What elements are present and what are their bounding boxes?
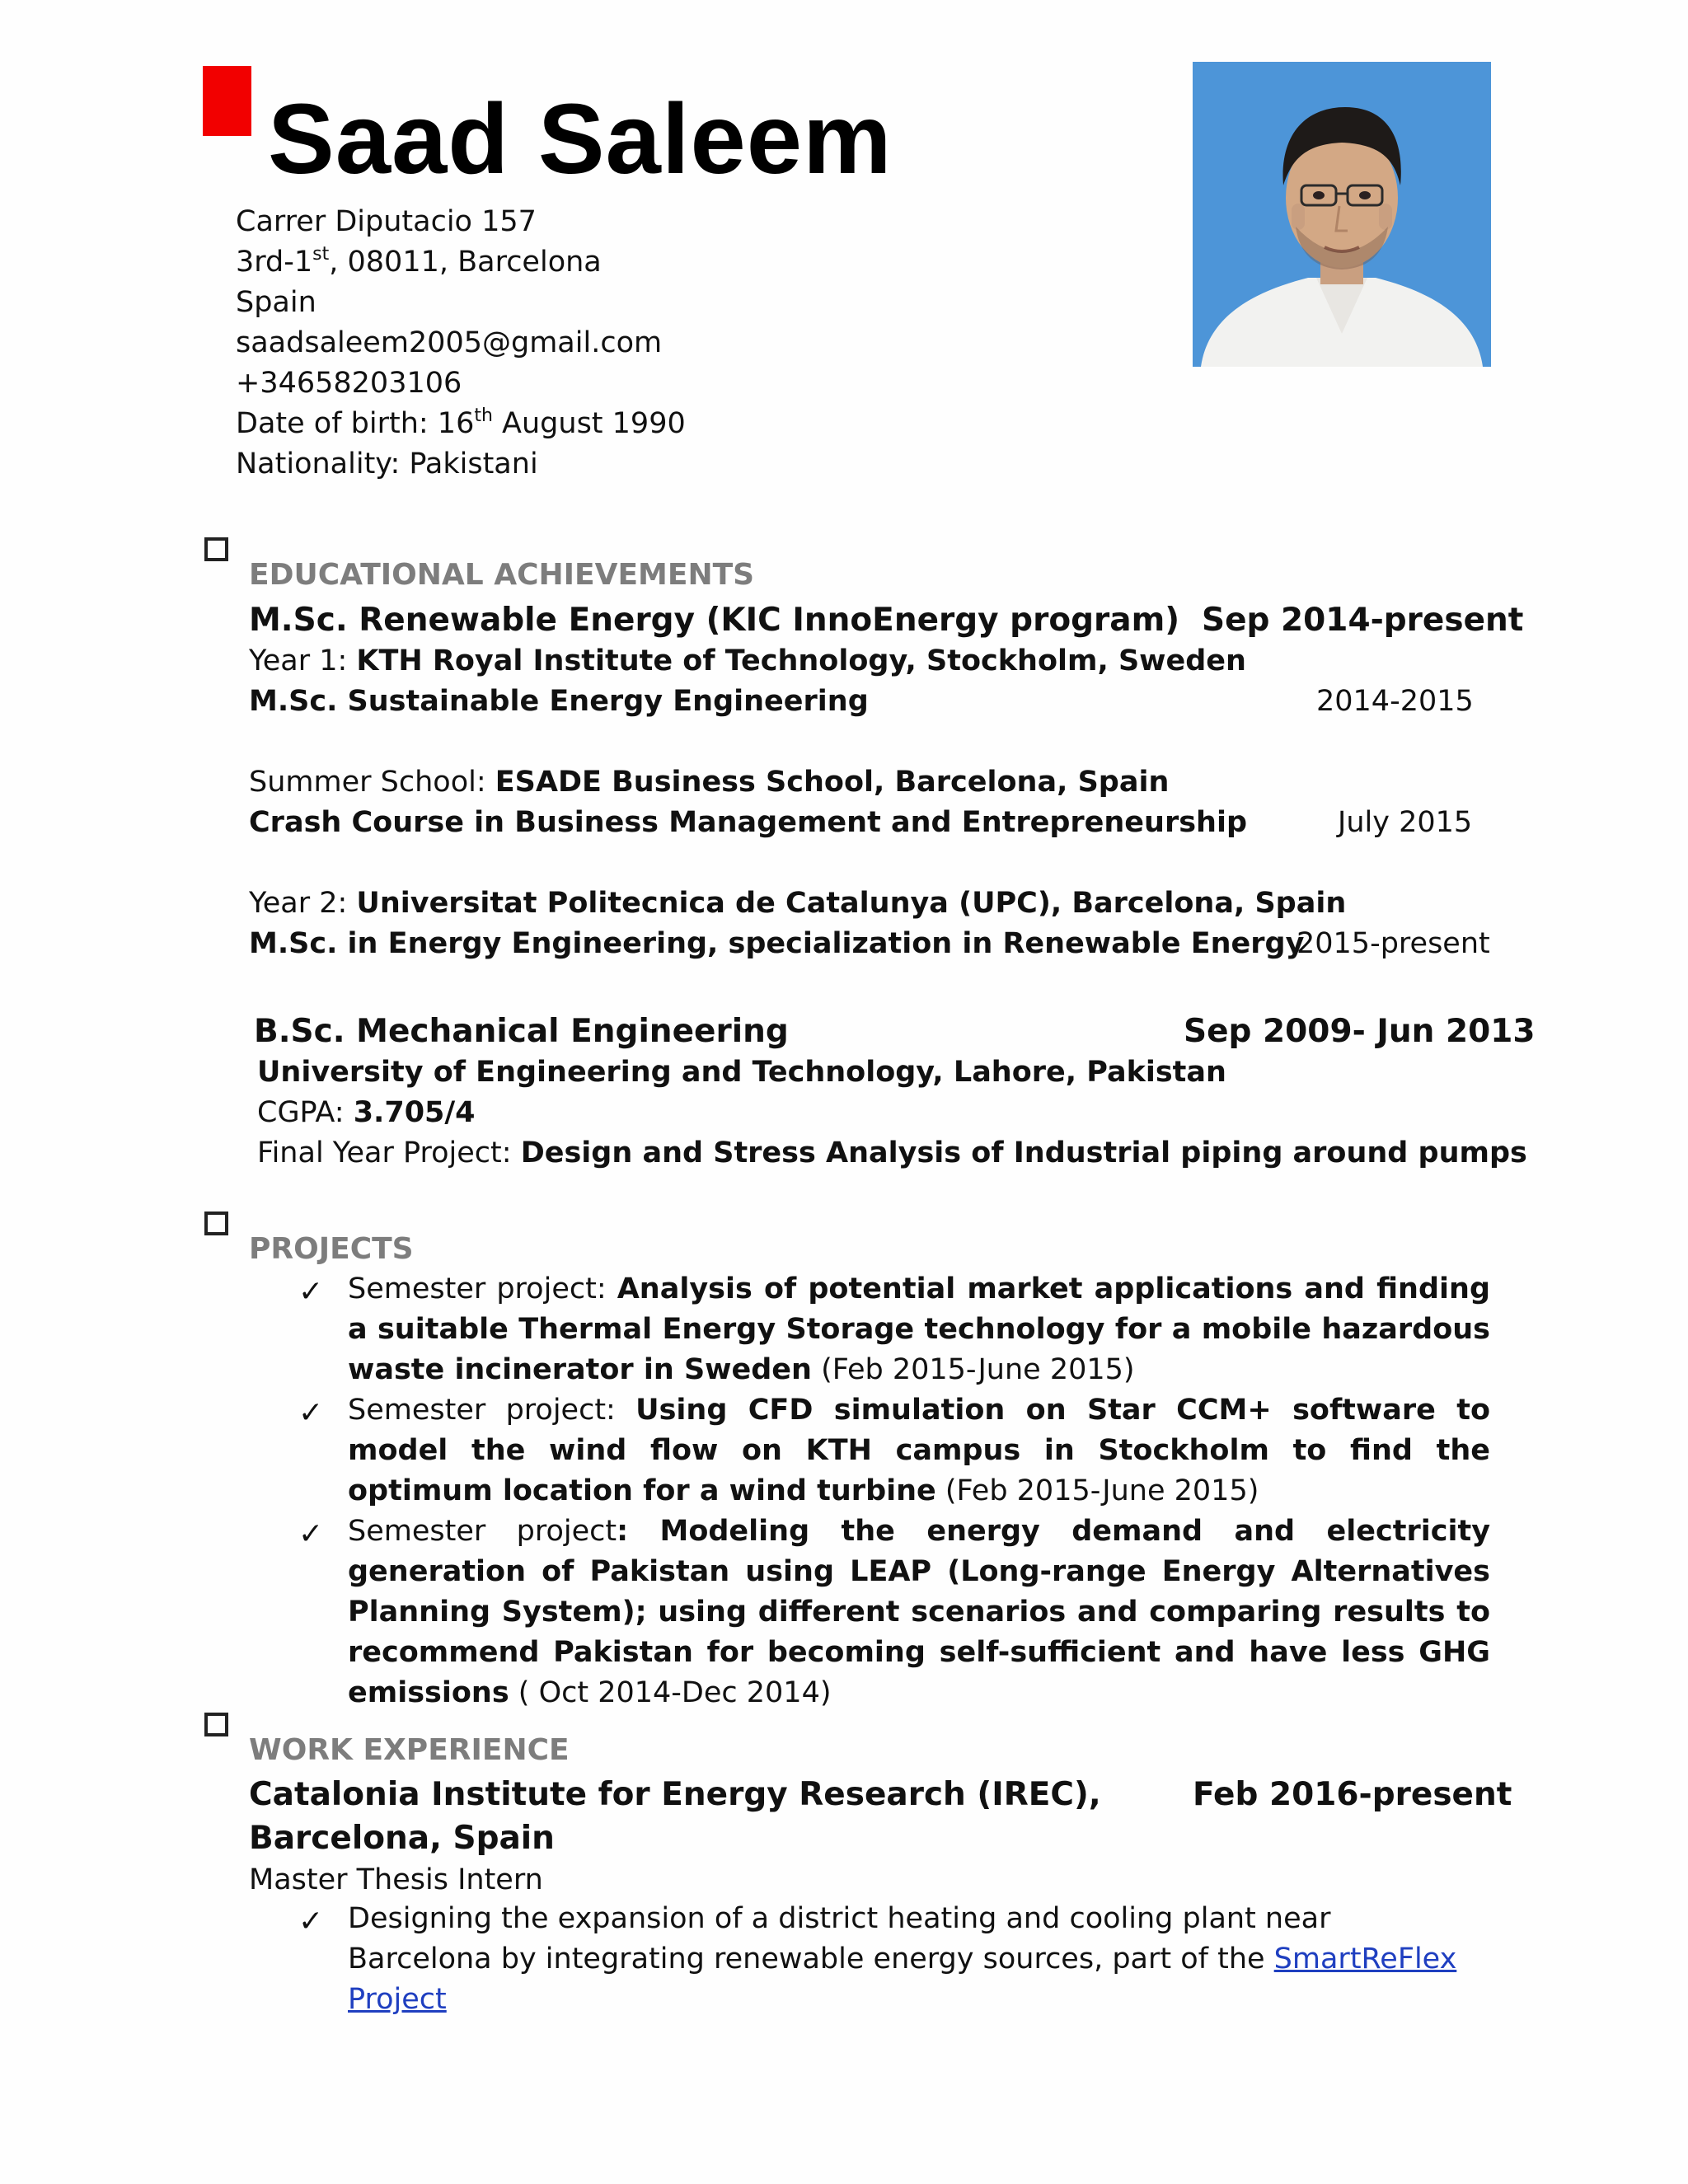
msc-title: M.Sc. Renewable Energy (KIC InnoEnergy program) bbox=[249, 602, 1180, 639]
email[interactable]: saadsaleem2005@gmail.com bbox=[236, 326, 663, 359]
section-checkbox-icon bbox=[204, 1713, 228, 1736]
work-date: Feb 2016-present bbox=[1193, 1776, 1512, 1813]
year2-line: Year 2: Universitat Politecnica de Catalunya (UPC), Barcelona, Spain bbox=[249, 887, 1347, 920]
project-item: Semester project: Modeling the energy demand and electricity generation of Pakistan using LEAP (Long-range Energy Alternatives Planning System); using different scenarios and comparing results to recommend Pakistan for becoming self-sufficient and have less GHG emissions ( Oct 2014-Dec 2014) bbox=[348, 1515, 1491, 1709]
address-line-1: Carrer Diputacio 157 bbox=[236, 205, 537, 238]
summer-date: July 2015 bbox=[1338, 806, 1473, 839]
year2-program: M.Sc. in Energy Engineering, specialization in Renewable Energy bbox=[249, 927, 1305, 960]
project-item: Semester project: Analysis of potential market applications and finding a suitable Thermal Energy Storage technology for a mobile hazardous waste incinerator in Sweden (Feb 2015-June 2015) bbox=[348, 1272, 1490, 1386]
year1-program: M.Sc. Sustainable Energy Engineering bbox=[249, 685, 869, 718]
cgpa: CGPA: 3.705/4 bbox=[257, 1096, 476, 1129]
employer-line-2: Barcelona, Spain bbox=[249, 1820, 555, 1857]
role: Master Thesis Intern bbox=[249, 1863, 543, 1896]
education-heading: EDUCATIONAL ACHIEVEMENTS bbox=[249, 558, 755, 592]
year1-line: Year 1: KTH Royal Institute of Technology, Stockholm, Sweden bbox=[249, 644, 1246, 677]
nationality: Nationality: Pakistani bbox=[236, 448, 538, 480]
date-of-birth: Date of birth: 16th August 1990 bbox=[236, 405, 686, 440]
bsc-school: University of Engineering and Technology, Lahore, Pakistan bbox=[257, 1056, 1226, 1089]
bsc-title: B.Sc. Mechanical Engineering bbox=[254, 1013, 789, 1050]
check-icon: ✓ bbox=[298, 1905, 324, 1938]
work-heading: WORK EXPERIENCE bbox=[249, 1733, 570, 1767]
final-year-project: Final Year Project: Design and Stress Analysis of Industrial piping around pumps bbox=[257, 1137, 1527, 1169]
project-item: Semester project: Using CFD simulation on Star CCM+ software to model the wind flow on KTH campus in Stockholm to find the optimum location for a wind turbine (Feb 2015-June 2015) bbox=[348, 1394, 1491, 1507]
check-icon: ✓ bbox=[298, 1275, 324, 1309]
check-icon: ✓ bbox=[298, 1517, 324, 1551]
candidate-name: Saad Saleem bbox=[268, 82, 893, 194]
bsc-date: Sep 2009- Jun 2013 bbox=[1184, 1013, 1536, 1050]
msc-date: Sep 2014-present bbox=[1202, 602, 1524, 639]
projects-heading: PROJECTS bbox=[249, 1232, 414, 1266]
profile-photo bbox=[1193, 62, 1491, 367]
phone[interactable]: +34658203106 bbox=[236, 367, 462, 400]
smartreflex-link[interactable]: SmartReFlex Project bbox=[348, 1943, 1457, 2016]
section-checkbox-icon bbox=[204, 537, 228, 561]
check-icon: ✓ bbox=[298, 1396, 324, 1430]
red-accent-bar bbox=[203, 66, 251, 136]
summer-program: Crash Course in Business Management and Entrepreneurship bbox=[249, 806, 1248, 839]
work-bullet: Designing the expansion of a district heating and cooling plant near Barcelona by integrating renewable energy sources, part of the SmartReFlex Project bbox=[348, 1902, 1457, 2016]
year2-date: 2015-present bbox=[1296, 927, 1490, 960]
summer-line: Summer School: ESADE Business School, Barcelona, Spain bbox=[249, 766, 1170, 799]
country: Spain bbox=[236, 286, 316, 319]
section-checkbox-icon bbox=[204, 1212, 228, 1235]
employer-line-1: Catalonia Institute for Energy Research (IREC), bbox=[249, 1776, 1101, 1813]
year1-date: 2014-2015 bbox=[1316, 685, 1474, 718]
address-line-2: 3rd-1st, 08011, Barcelona bbox=[236, 244, 602, 279]
